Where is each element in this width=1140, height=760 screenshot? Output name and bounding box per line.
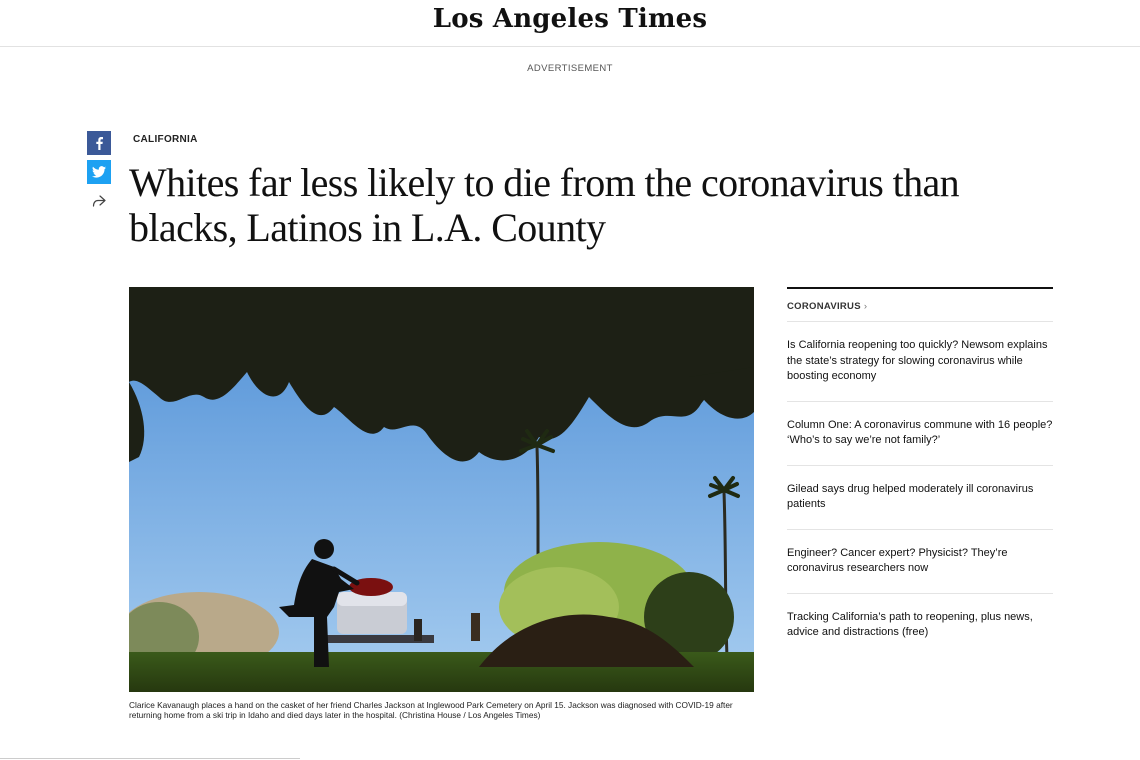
- site-logo[interactable]: Los Angeles Times: [432, 4, 708, 34]
- share-bar: [87, 131, 111, 218]
- more-share-button[interactable]: [87, 189, 111, 213]
- sidebar-heading[interactable]: [787, 289, 1053, 322]
- photo-caption: Clarice Kavanaugh places a hand on the casket of her friend Charles Jackson at Inglewood Park Cemetery on April 15. Jackson was diagnosed with COVID-19 after returning home from a ski trip in Idaho and died days later in the hospital. (Christina House / Los Angeles Times): [129, 700, 733, 720]
- lead-photo: [129, 287, 754, 692]
- related-item[interactable]: Engineer? Cancer expert? Physicist? They’re coronavirus researchers now: [787, 530, 1053, 594]
- twitter-share-button[interactable]: [87, 160, 111, 184]
- sidebar-heading-label: CORONAVIRUS: [787, 301, 861, 312]
- related-item[interactable]: Column One: A coronavirus commune with 16 people? ‘Who’s to say we’re not family?’: [787, 402, 1053, 466]
- facebook-share-button[interactable]: [87, 131, 111, 155]
- bottom-divider: [0, 758, 300, 759]
- related-sidebar: [787, 287, 1053, 657]
- related-item[interactable]: Gilead says drug helped moderately ill coronavirus patients: [787, 466, 1053, 530]
- masthead: [0, 0, 1140, 47]
- related-item[interactable]: Is California reopening too quickly? Newsom explains the state’s strategy for slowing coronavirus while boosting economy: [787, 322, 1053, 402]
- share-arrow-icon: [92, 195, 106, 207]
- twitter-icon: [92, 166, 106, 178]
- advertisement-label: ADVERTISEMENT: [527, 63, 613, 74]
- section-label[interactable]: CALIFORNIA: [133, 134, 198, 145]
- related-list: [787, 322, 1053, 657]
- chevron-right-icon: ›: [863, 301, 868, 312]
- article-headline: Whites far less likely to die from the coronavirus than blacks, Latinos in L.A. County: [129, 160, 960, 250]
- facebook-icon: [94, 136, 104, 150]
- related-item[interactable]: Tracking California’s path to reopening, plus news, advice and distractions (free): [787, 610, 1033, 638]
